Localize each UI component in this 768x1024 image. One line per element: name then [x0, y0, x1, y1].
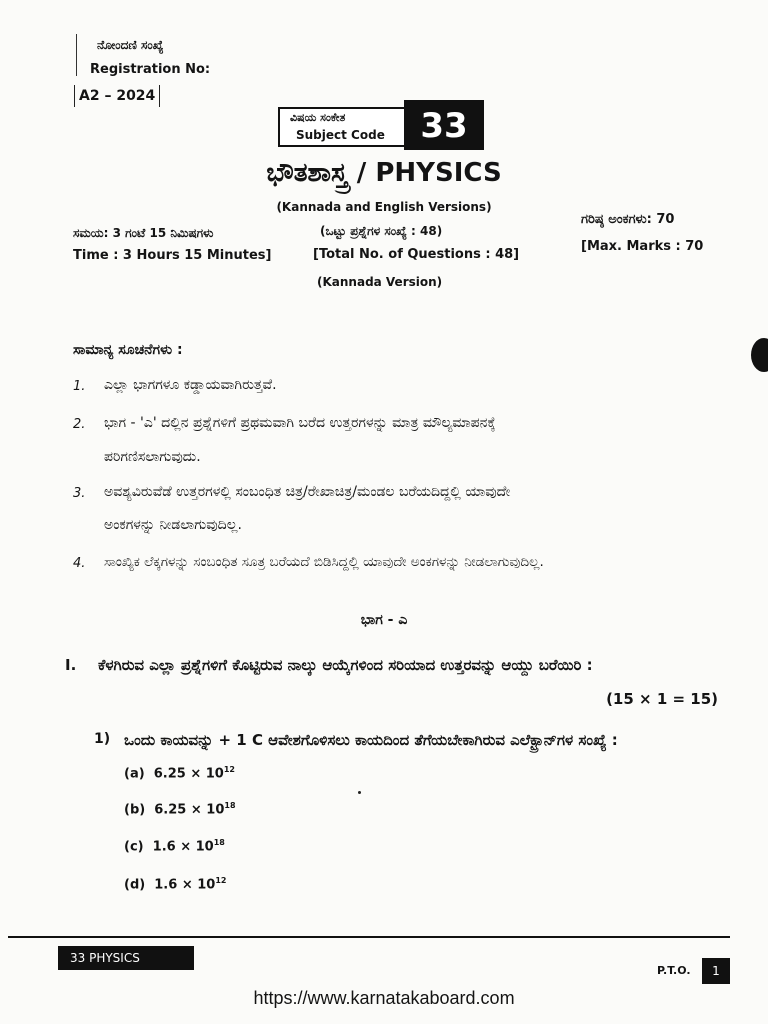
- registration-number: [74, 85, 160, 107]
- instruction-line: ಭಾಗ - 'ಎ' ದಲ್ಲಿನ ಪ್ರಶ್ನೆಗಳಿಗೆ ಪ್ರಥಮವಾಗಿ ಬರೆದ ಉತ್ತರಗಳನ್ನು ಮಾತ್ರ ಮೌಲ್ಯಮಾಪನಕ್ಕೆ: [104, 415, 496, 431]
- max-marks-english: [Max. Marks : 70: [581, 239, 704, 254]
- instruction-number: 4.: [73, 556, 86, 571]
- option-value: 6.25 × 10: [153, 766, 224, 782]
- subject-code-labels: [278, 107, 406, 147]
- subject-code-label-kannada: ವಿಷಯ ಸಂಕೇತ: [290, 111, 346, 124]
- subject-code-number: 33: [404, 100, 484, 150]
- option-c: [124, 838, 225, 854]
- paper-speck: [358, 791, 361, 794]
- registration-number-part1: A2: [79, 88, 100, 104]
- instruction-line: ಅಂಕಗಳನ್ನು ನೀಡಲಾಗುವುದಿಲ್ಲ.: [104, 517, 242, 533]
- option-label: (a): [124, 766, 145, 782]
- instruction-number: 3.: [73, 486, 86, 501]
- registration-bracket: [76, 34, 78, 76]
- option-value: 1.6 × 10: [152, 839, 214, 855]
- time-english: Time : 3 Hours 15 Minutes]: [73, 248, 272, 263]
- registration-number-part2: 2024: [116, 88, 156, 104]
- registration-label: Registration No:: [90, 62, 211, 77]
- option-d: [124, 876, 226, 892]
- versions-note: (Kannada and English Versions): [276, 200, 492, 214]
- section-title: ಭಾಗ - ಎ: [360, 612, 408, 628]
- option-exponent: 12: [215, 876, 227, 885]
- option-a: [124, 765, 235, 781]
- option-exponent: 18: [213, 838, 225, 847]
- version-label: (Kannada Version): [317, 275, 443, 289]
- option-exponent: 18: [224, 801, 236, 810]
- instruction-line: ಪರಿಗಣಿಸಲಾಗುವುದು.: [104, 449, 201, 465]
- question-number: 1): [94, 731, 111, 747]
- footer-rule: [8, 936, 730, 938]
- pto-label: P.T.O.: [657, 964, 691, 977]
- option-b: [124, 801, 236, 817]
- instruction-line: ಸಾಂಖ್ಯಿಕ ಲೆಕ್ಕಗಳನ್ನು ಸಂಬಂಧಿತ ಸೂತ್ರ ಬರೆಯದೆ ಬಿಡಿಸಿದ್ದಲ್ಲಿ ಯಾವುದೇ ಅಂಕಗಳನ್ನು ನೀಡಲಾಗುವುದಿಲ್ಲ.: [104, 554, 544, 570]
- total-questions-kannada: (ಒಟ್ಟು ಪ್ರಶ್ನೆಗಳ ಸಂಖ್ಯೆ : 48): [320, 224, 443, 238]
- instruction-number: 2.: [73, 417, 86, 432]
- registration-number-dash: –: [104, 88, 112, 104]
- registration-label-kannada: ನೋಂದಣಿ ಸಂಖ್ಯೆ: [97, 38, 164, 52]
- footer-subject-label: 33 PHYSICS: [58, 946, 194, 970]
- max-marks-kannada: ಗರಿಷ್ಠ ಅಂಕಗಳು: 70: [581, 212, 675, 227]
- option-exponent: 12: [223, 765, 235, 774]
- question-group-text: ಕೆಳಗಿರುವ ಎಲ್ಲಾ ಪ್ರಶ್ನೆಗಳಿಗೆ ಕೊಟ್ಟಿರುವ ನಾಲ್ಕು ಆಯ್ಕೆಗಳಿಂದ ಸರಿಯಾದ ಉತ್ತರವನ್ನು ಆಯ್ದು ಬರೆಯಿರಿ :: [98, 656, 593, 674]
- option-label: (b): [124, 802, 146, 818]
- question-text: ಒಂದು ಕಾಯವನ್ನು + 1 C ಆವೇಶಗೊಳಿಸಲು ಕಾಯದಿಂದ ತೆಗೆಯಬೇಕಾಗಿರುವ ಎಲೆಕ್ಟ್ರಾನ್‌ಗಳ ಸಂಖ್ಯೆ :: [124, 731, 618, 749]
- subject-code-label: Subject Code: [296, 128, 385, 142]
- instruction-line: ಅವಶ್ಯವಿರುವೆಡೆ ಉತ್ತರಗಳಲ್ಲಿ ಸಂಬಂಧಿತ ಚಿತ್ರ/ರೇಖಾಚಿತ್ರ/ಮಂಡಲ ಬರೆಯದಿದ್ದಲ್ಲಿ ಯಾವುದೇ: [104, 484, 511, 500]
- general-instructions-heading: ಸಾಮಾನ್ಯ ಸೂಚನೆಗಳು :: [73, 342, 183, 358]
- option-value: 1.6 × 10: [154, 877, 216, 893]
- option-label: (c): [124, 839, 144, 855]
- punch-hole-mark: [751, 338, 768, 372]
- time-kannada: ಸಮಯ: 3 ಗಂಟೆ 15 ನಿಮಿಷಗಳು: [73, 226, 214, 240]
- option-value: 6.25 × 10: [154, 802, 225, 818]
- instruction-line: ಎಲ್ಲಾ ಭಾಗಗಳೂ ಕಡ್ಡಾಯವಾಗಿರುತ್ತವೆ.: [104, 377, 277, 393]
- question-group-number: I.: [65, 656, 77, 674]
- question-group-marks: (15 × 1 = 15): [606, 690, 718, 708]
- subject-code-box: [278, 100, 484, 150]
- option-label: (d): [124, 877, 146, 893]
- page-number: 1: [702, 958, 730, 984]
- total-questions-english: [Total No. of Questions : 48]: [313, 247, 520, 262]
- source-url: https://www.karnatakaboard.com: [253, 988, 515, 1008]
- instruction-number: 1.: [73, 379, 86, 394]
- paper-title: ಭೌತಶಾಸ್ತ್ರ / PHYSICS: [266, 158, 502, 188]
